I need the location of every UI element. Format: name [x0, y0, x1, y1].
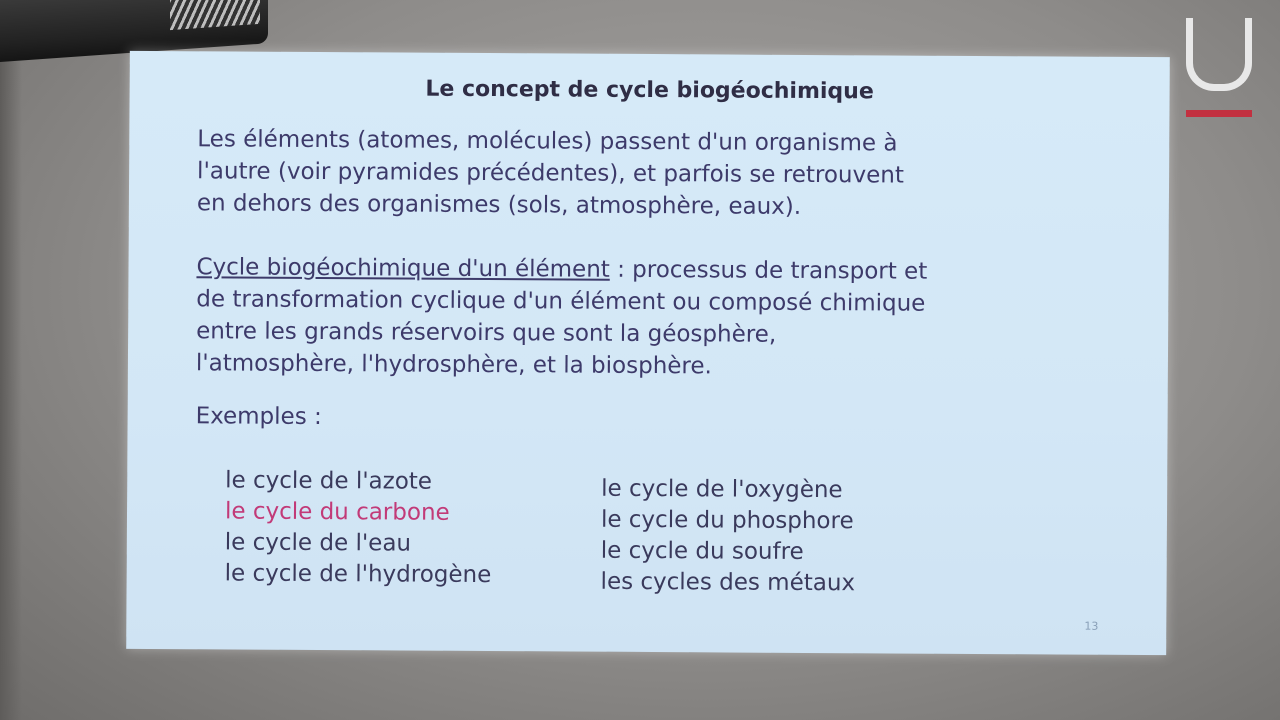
intro-line: Les éléments (atomes, molécules) passent d'un organisme à	[197, 126, 898, 157]
definition-first-line-rest: : processus de transport et	[609, 256, 928, 285]
projected-slide	[126, 51, 1170, 655]
slide-page-number: 13	[1084, 619, 1099, 633]
example-item: les cycles des métaux	[600, 568, 856, 597]
definition-line: entre les grands réservoirs que sont la géosphère,	[196, 318, 777, 348]
example-item: le cycle du phosphore	[600, 506, 854, 535]
logo-u-shape	[1186, 18, 1252, 91]
slide-title: Le concept de cycle biogéochimique	[425, 76, 874, 105]
definition-term: Cycle biogéochimique d'un élément	[196, 254, 610, 283]
example-item: le cycle de l'hydrogène	[224, 560, 492, 589]
example-item: le cycle de l'eau	[224, 529, 412, 557]
university-logo-icon	[1186, 18, 1252, 120]
intro-paragraph	[197, 123, 1118, 225]
example-item: le cycle du soufre	[600, 537, 804, 565]
example-item: le cycle de l'azote	[225, 467, 433, 495]
intro-line: en dehors des organismes (sols, atmosphère, eaux).	[196, 190, 802, 220]
examples-left-column	[225, 465, 492, 591]
intro-line: l'autre (voir pyramides précédentes), et parfois se retrouvent	[197, 158, 904, 189]
definition-paragraph	[196, 251, 1117, 385]
definition-line: l'atmosphère, l'hydrosphère, et la biosphère.	[195, 350, 712, 380]
wall-shadow	[0, 0, 22, 720]
example-item: le cycle de l'oxygène	[601, 475, 843, 504]
examples-right-column	[601, 474, 856, 600]
definition-line: de transformation cyclique d'un élément ou composé chimique	[196, 286, 926, 317]
example-item-highlighted: le cycle du carbone	[224, 498, 450, 526]
examples-label: Exemples :	[195, 403, 322, 431]
projector-vent	[170, 0, 260, 30]
logo-red-bar	[1186, 110, 1252, 117]
